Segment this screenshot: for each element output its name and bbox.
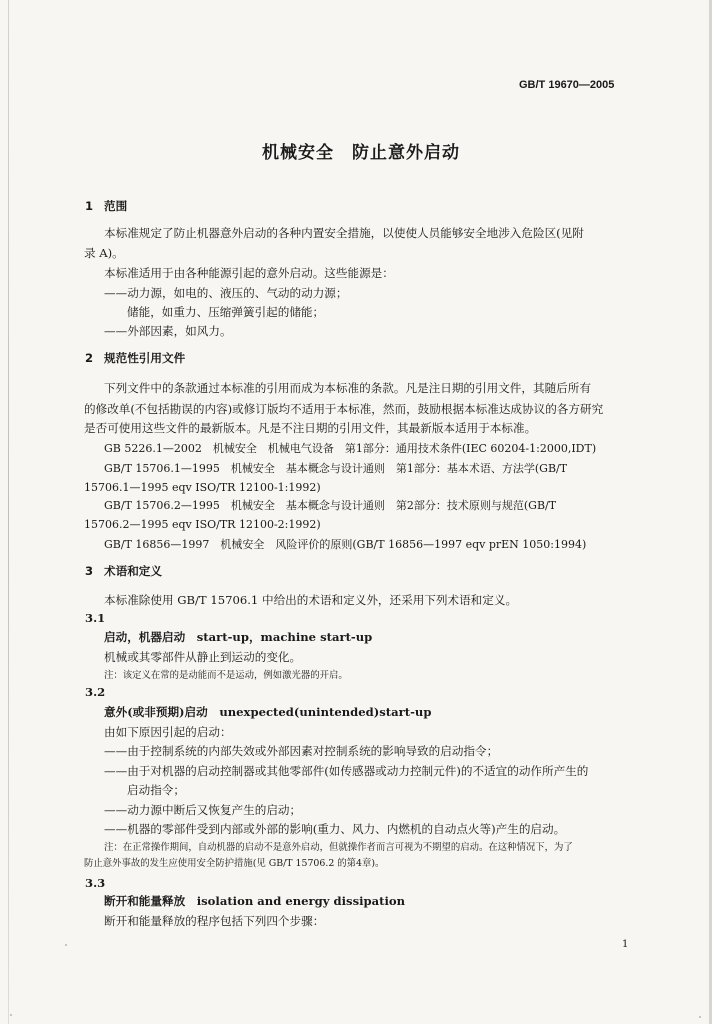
s2-reference-3-line-2: 15706.2—1995 eqv ISO/TR 12100-2:1992) [84, 518, 321, 531]
s1-paragraph-2: 本标准适用于由各种能源引起的意外启动。这些能源是： [104, 266, 394, 280]
term-3-2-cause-2-line-2: 启动指令； [127, 783, 185, 797]
term-3-2-definition: 由如下原因引起的启动： [104, 725, 232, 739]
scan-speck [65, 944, 67, 946]
page-number: 1 [622, 939, 629, 950]
term-3-2-cause-4: ——机器的零部件受到内部或外部的影响(重力、风力、内燃机的自动点火等)产生的启动。 [104, 822, 566, 836]
s2-reference-2-line-1: GB/T 15706.1—1995 机械安全 基本概念与设计通则 第1部分：基本术语、方法学(GB/T [104, 462, 568, 475]
section-2-heading: 规范性引用文件 [104, 351, 186, 365]
s3-intro: 本标准除使用 GB/T 15706.1 中给出的术语和定义外，还采用下列术语和定义。 [104, 593, 518, 607]
s1-paragraph-1-line-1: 本标准规定了防止机器意外启动的各种内置安全措施，以使使人员能够安全地涉入危险区(见附 [104, 226, 584, 240]
term-3-2-note-line-2: 防止意外事故的发生应使用安全防护措施(见 GB/T 15706.2 的第4章)。 [84, 858, 385, 869]
section-1-number: 1 [85, 199, 94, 213]
term-3-1-name: 启动，机器启动 start-up，machine start-up [104, 630, 373, 644]
section-3-number: 3 [85, 564, 94, 578]
s1-list-item-1: ——动力源，如电的、液压的、气动的动力源； [104, 286, 348, 300]
s2-reference-2-line-2: 15706.1—1995 eqv ISO/TR 12100-1:1992) [84, 481, 321, 494]
term-3-2-cause-2-line-1: ——由于对机器的启动控制器或其他零部件(如传感器或动力控制元件)的不适宜的动作所产生的 [104, 764, 589, 778]
term-3-1-definition: 机械或其零部件从静止到运动的变化。 [104, 650, 302, 664]
term-3-2-name: 意外(或非预期)启动 unexpected(unintended)start-up [104, 705, 432, 719]
section-1-heading: 范围 [104, 199, 128, 213]
section-3-heading: 术语和定义 [104, 564, 162, 578]
term-3-2-number: 3.2 [85, 685, 106, 699]
s2-reference-4: GB/T 16856—1997 机械安全 风险评价的原则(GB/T 16856—1997 eqv prEN 1050:1994) [104, 538, 587, 551]
s2-reference-3-line-1: GB/T 15706.2—1995 机械安全 基本概念与设计通则 第2部分：技术原则与规范(GB/T [104, 499, 557, 512]
s1-list-item-2: ——外部因素，如风力。 [104, 324, 232, 338]
term-3-2-cause-1: ——由于控制系统的内部失效或外部因素对控制系统的影响导致的启动指令； [104, 744, 499, 758]
scan-edge-left [8, 0, 9, 1024]
standard-number: GB/T 19670—2005 [519, 79, 615, 91]
s2-paragraph-line-2: 的修改单(不包括勘误的内容)或修订版均不适用于本标准，然而，鼓励根据本标准达成协议的各方研究 [84, 402, 604, 416]
scan-speck [699, 1016, 701, 1018]
term-3-3-name: 断开和能量释放 isolation and energy dissipation [104, 894, 406, 908]
term-3-1-note: 注：该定义在常的是动能而不是运动，例如激光器的开启。 [104, 670, 348, 681]
term-3-3-definition: 断开和能量释放的程序包括下列四个步骤： [104, 914, 325, 928]
s1-list-item-1b: 储能，如重力、压缩弹簧引起的储能； [127, 305, 325, 319]
s2-paragraph-line-3: 是否可使用这些文件的最新版本。凡是不注日期的引用文件，其最新版本适用于本标准。 [84, 421, 537, 435]
section-2-number: 2 [85, 351, 94, 365]
scan-speck [10, 1014, 12, 1016]
term-3-2-cause-3: ——动力源中断后又恢复产生的启动； [104, 803, 302, 817]
s1-paragraph-1-line-2: 录 A)。 [84, 246, 124, 260]
term-3-3-number: 3.3 [85, 876, 106, 890]
term-3-1-number: 3.1 [85, 611, 106, 625]
s2-paragraph-line-1: 下列文件中的条款通过本标准的引用而成为本标准的条款。凡是注日期的引用文件，其随后所有 [104, 381, 591, 395]
s2-reference-1: GB 5226.1—2002 机械安全 机械电气设备 第1部分：通用技术条件(IEC 60204-1:2000,IDT) [104, 442, 597, 455]
document-title: 机械安全 防止意外启动 [262, 143, 460, 163]
term-3-2-note-line-1: 注：在正常操作期间，自动机器的启动不是意外启动，但就操作者而言可视为不期望的启动。在这种情况下，为了 [104, 842, 573, 853]
